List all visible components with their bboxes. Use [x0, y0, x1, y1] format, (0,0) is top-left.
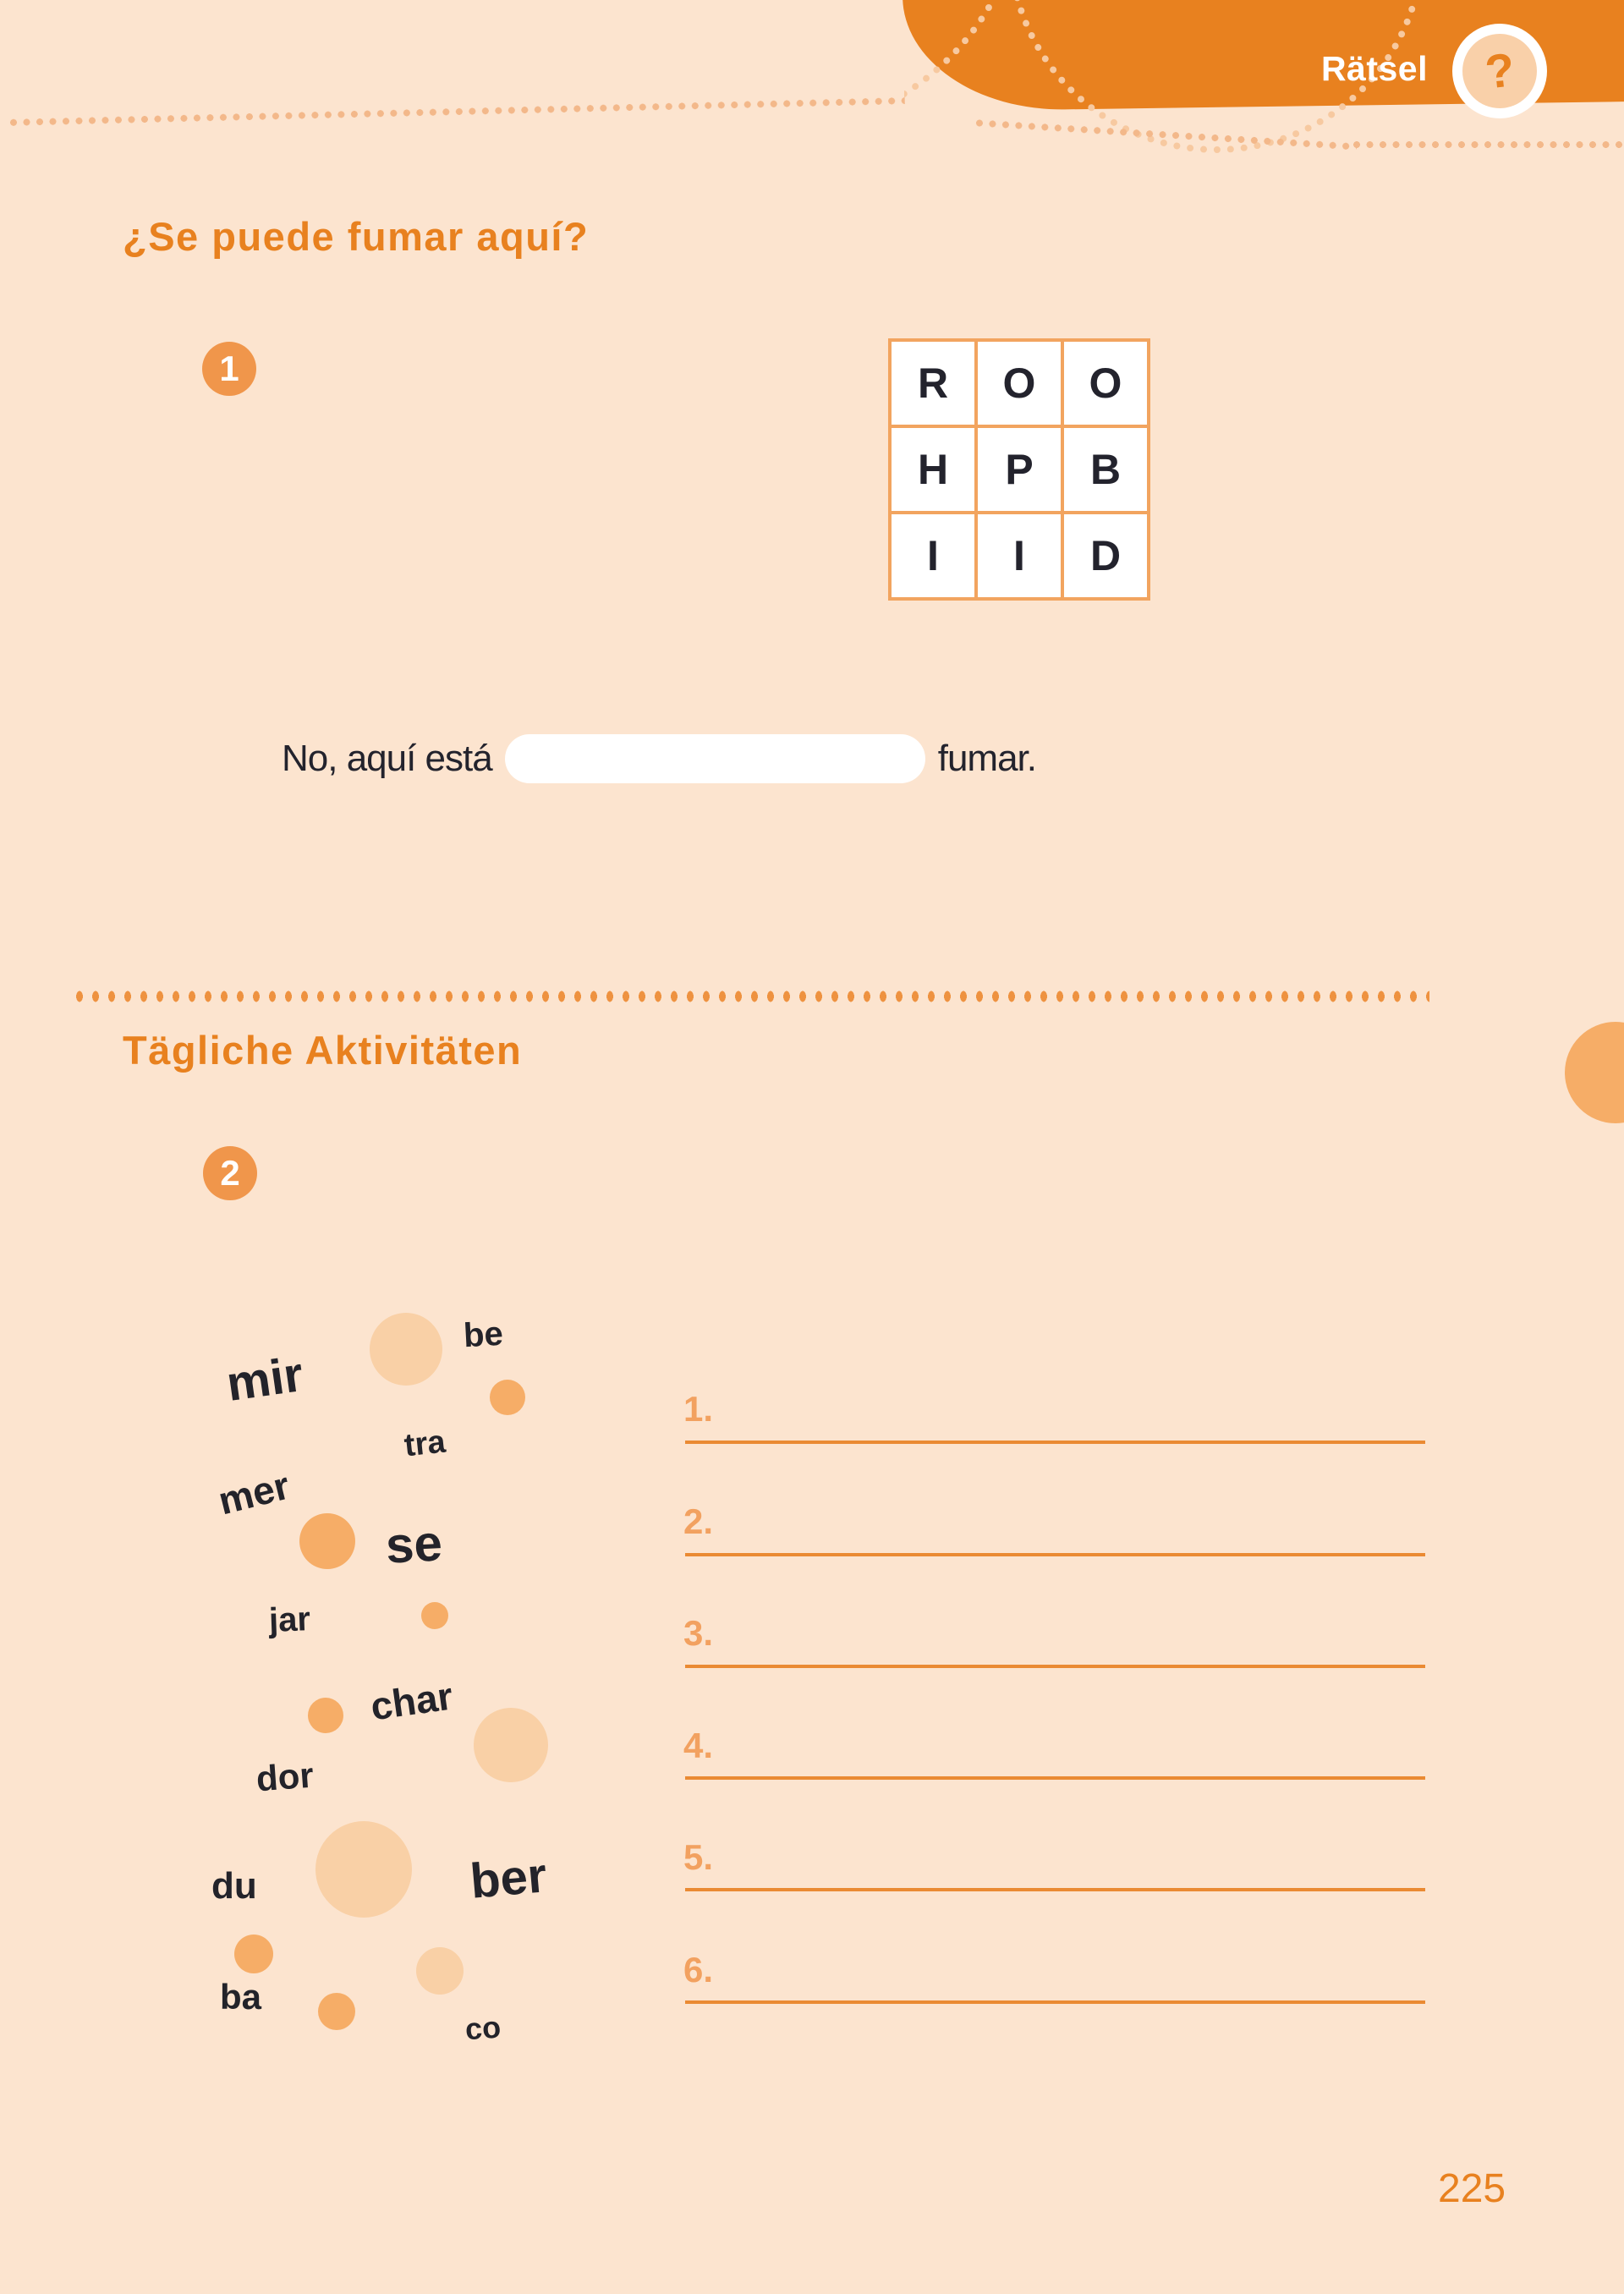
syllable-dor: dor: [255, 1754, 315, 1799]
grid-cell: O: [1064, 342, 1147, 425]
cloud-circle: [299, 1513, 355, 1569]
syllable-ber: ber: [468, 1847, 549, 1909]
sentence-before: No, aquí está: [282, 738, 492, 779]
sentence-after: fumar.: [937, 738, 1037, 779]
question-badge-inner: [1462, 34, 1537, 108]
syllable-ba: ba: [220, 1977, 262, 2017]
dotted-line-left: [7, 96, 905, 127]
answer-line-6[interactable]: [685, 2000, 1425, 2004]
cloud-circle: [370, 1313, 442, 1386]
header-label: Rätsel: [1320, 49, 1428, 88]
exercise2-number-badge: [203, 1146, 257, 1200]
fill-in-sentence: [282, 734, 1036, 783]
dotted-line-right: [973, 118, 1358, 151]
cloud-circle: [490, 1380, 525, 1415]
syllable-mer: mer: [213, 1463, 294, 1523]
grid-cell: P: [978, 428, 1061, 511]
answer-line-4[interactable]: [685, 1776, 1425, 1780]
syllable-co: co: [464, 2009, 502, 2047]
exercise2-number: 2: [220, 1153, 240, 1193]
cloud-circle: [421, 1602, 448, 1629]
answer-line-3[interactable]: [685, 1665, 1425, 1668]
cloud-circle: [315, 1821, 412, 1918]
syllable-be: be: [462, 1314, 504, 1355]
exercise1-number: 1: [219, 348, 239, 388]
answer-line-2[interactable]: [685, 1553, 1425, 1556]
grid-cell: O: [978, 342, 1061, 425]
cloud-circle: [234, 1935, 273, 1973]
section1-title: ¿Se puede fumar aquí?: [123, 214, 590, 259]
grid-cell: I: [892, 514, 974, 597]
grid-cell: R: [892, 342, 974, 425]
answer-number-4: 4.: [683, 1726, 714, 1765]
dotted-line-right: [1350, 140, 1624, 149]
grid-cell: I: [978, 514, 1061, 597]
answer-number-2: 2.: [683, 1501, 714, 1541]
cloud-circle: [416, 1947, 464, 1995]
grid-cell: H: [892, 428, 974, 511]
answer-number-5: 5.: [683, 1837, 714, 1877]
grid-cell: D: [1064, 514, 1147, 597]
answer-number-3: 3.: [683, 1613, 714, 1653]
syllable-char: char: [367, 1673, 456, 1729]
answer-line-1[interactable]: [685, 1441, 1425, 1444]
page-edge-circle: [1565, 1022, 1624, 1123]
question-mark-icon: ?: [1482, 42, 1517, 99]
letter-grid: [888, 338, 1150, 601]
syllable-mir: mir: [222, 1347, 307, 1412]
answer-line-5[interactable]: [685, 1888, 1425, 1891]
answer-blank-field[interactable]: [505, 734, 925, 783]
question-badge: [1452, 24, 1547, 118]
grid-cell: B: [1064, 428, 1147, 511]
answer-number-1: 1.: [683, 1389, 714, 1429]
cloud-circle: [474, 1708, 548, 1782]
syllable-jar: jar: [268, 1600, 311, 1639]
syllable-se: se: [384, 1514, 444, 1574]
syllable-du: du: [211, 1865, 257, 1907]
section-divider-dotted: [72, 991, 1429, 1002]
section2-title: Tägliche Aktivitäten: [123, 1028, 523, 1073]
answer-number-6: 6.: [683, 1950, 714, 1989]
exercise1-number-badge: [202, 342, 256, 396]
page-number: 225: [1438, 2166, 1506, 2211]
syllable-tra: tra: [402, 1424, 447, 1464]
cloud-circle: [318, 1993, 355, 2030]
cloud-circle: [308, 1698, 343, 1733]
